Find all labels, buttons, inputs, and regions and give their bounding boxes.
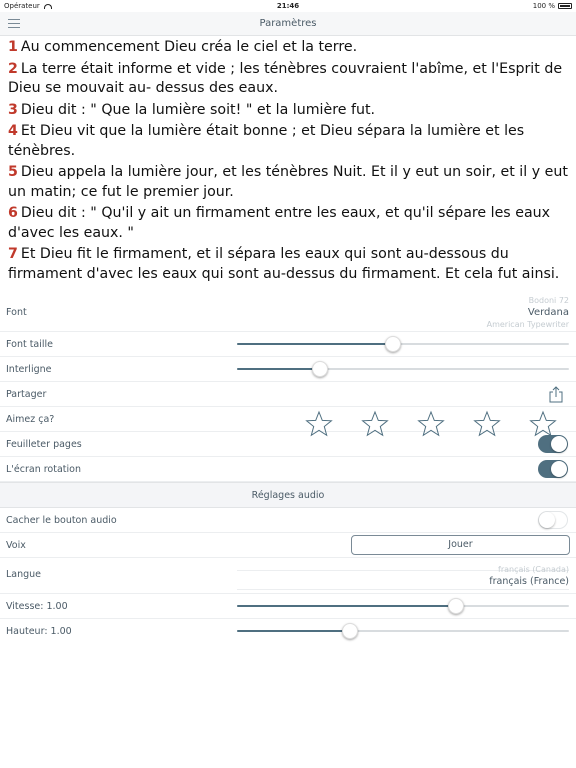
speed-label: Vitesse: 1.00 — [6, 601, 68, 612]
rotation-row — [0, 457, 576, 482]
pitch-slider[interactable] — [237, 626, 569, 636]
pitch-row — [0, 619, 576, 644]
rate-row — [0, 407, 576, 432]
verse-number: 1 — [8, 39, 18, 55]
verse — [8, 163, 570, 202]
verse — [8, 38, 570, 58]
font-option-prev[interactable]: Bodoni 72 — [528, 296, 569, 305]
page-title: Paramètres — [259, 18, 317, 29]
share-label: Partager — [6, 389, 47, 400]
hide-audio-label: Cacher le bouton audio — [6, 515, 117, 526]
slider-thumb[interactable] — [448, 598, 464, 614]
status-bar — [0, 0, 576, 12]
verse-text: Dieu appela la lumière jour, et les ténèbres Nuit. Et il y eut un soir, et il y eut un matin; ce fut le premier jour. — [8, 164, 568, 200]
hide-audio-toggle[interactable] — [538, 511, 568, 529]
line-height-row — [0, 357, 576, 382]
verse-number: 3 — [8, 101, 18, 118]
verse-number: 7 — [8, 246, 18, 262]
verse — [8, 122, 570, 161]
status-time: 21:46 — [276, 2, 300, 10]
language-picker[interactable] — [237, 565, 569, 590]
font-option-selected[interactable]: Verdana — [527, 307, 569, 318]
line-height-label: Interligne — [6, 364, 52, 375]
language-row — [0, 558, 576, 594]
share-row[interactable] — [0, 382, 576, 407]
language-option-selected[interactable]: français (France) — [237, 575, 569, 590]
rotation-label: L'écran rotation — [6, 464, 81, 475]
slider-thumb[interactable] — [385, 336, 401, 352]
verse-text: Au commencement Dieu créa le ciel et la terre. — [20, 39, 358, 55]
rating-stars[interactable] — [305, 410, 565, 434]
audio-section-header: Réglages audio — [0, 482, 576, 508]
verse — [8, 245, 570, 284]
play-button[interactable]: Jouer — [351, 535, 570, 555]
verse-text: Et Dieu vit que la lumière était bonne ; et Dieu sépara la lumière et les ténèbres. — [8, 123, 525, 159]
rotation-toggle[interactable] — [538, 460, 568, 478]
line-height-slider[interactable] — [237, 364, 569, 374]
language-option-prev[interactable]: français (Canada) — [498, 565, 569, 574]
font-option-next[interactable]: American Typewriter — [486, 320, 569, 329]
verse-text: Dieu dit : " Que la lumière soit! " et la lumière fut. — [20, 101, 376, 118]
verse-text: La terre était informe et vide ; les ténèbres couvraient l'abîme, et l'Esprit de Dieu se mouvait au- dessus des eaux. — [8, 60, 563, 96]
font-size-row — [0, 332, 576, 357]
carrier: Opérateur — [4, 2, 52, 10]
voice-row — [0, 533, 576, 558]
font-row — [0, 296, 576, 332]
verse-number: 2 — [8, 60, 18, 77]
slider-thumb[interactable] — [312, 361, 328, 377]
settings-list — [0, 296, 576, 644]
battery-percent: 100 % — [532, 2, 555, 10]
font-size-label: Font taille — [6, 339, 54, 350]
hide-audio-row — [0, 508, 576, 533]
verse-text: Et Dieu fit le firmament, et il sépara les eaux qui sont au-dessous du firmament d'avec les eaux qui sont au-dessus du firmament. Et cela fut ainsi. — [8, 246, 560, 282]
verse — [8, 204, 570, 243]
font-size-slider[interactable] — [237, 339, 569, 349]
rate-label: Aimez ça? — [6, 414, 55, 425]
speed-row — [0, 594, 576, 619]
verse-number: 6 — [8, 205, 18, 221]
page-turn-row — [0, 432, 576, 457]
voice-label: Voix — [6, 540, 26, 551]
verse-number: 4 — [8, 123, 18, 139]
verse-text: Dieu dit : " Qu'il y ait un firmament entre les eaux, et qu'il sépare les eaux d'avec les eaux. " — [8, 205, 551, 241]
pitch-label: Hauteur: 1.00 — [6, 626, 72, 637]
verse-preview — [8, 38, 570, 286]
battery — [533, 2, 572, 10]
page-turn-toggle[interactable] — [538, 435, 568, 453]
speed-slider[interactable] — [237, 601, 569, 611]
verse — [8, 60, 570, 99]
font-picker[interactable] — [369, 296, 569, 330]
share-icon[interactable] — [548, 386, 564, 403]
verse — [8, 101, 570, 121]
nav-bar — [0, 12, 576, 36]
language-label: Langue — [6, 569, 42, 580]
page-turn-label: Feuilleter pages — [6, 439, 82, 450]
battery-icon — [558, 3, 572, 9]
font-label: Font — [6, 307, 27, 318]
verse-number: 5 — [8, 164, 18, 180]
slider-thumb[interactable] — [342, 623, 358, 639]
